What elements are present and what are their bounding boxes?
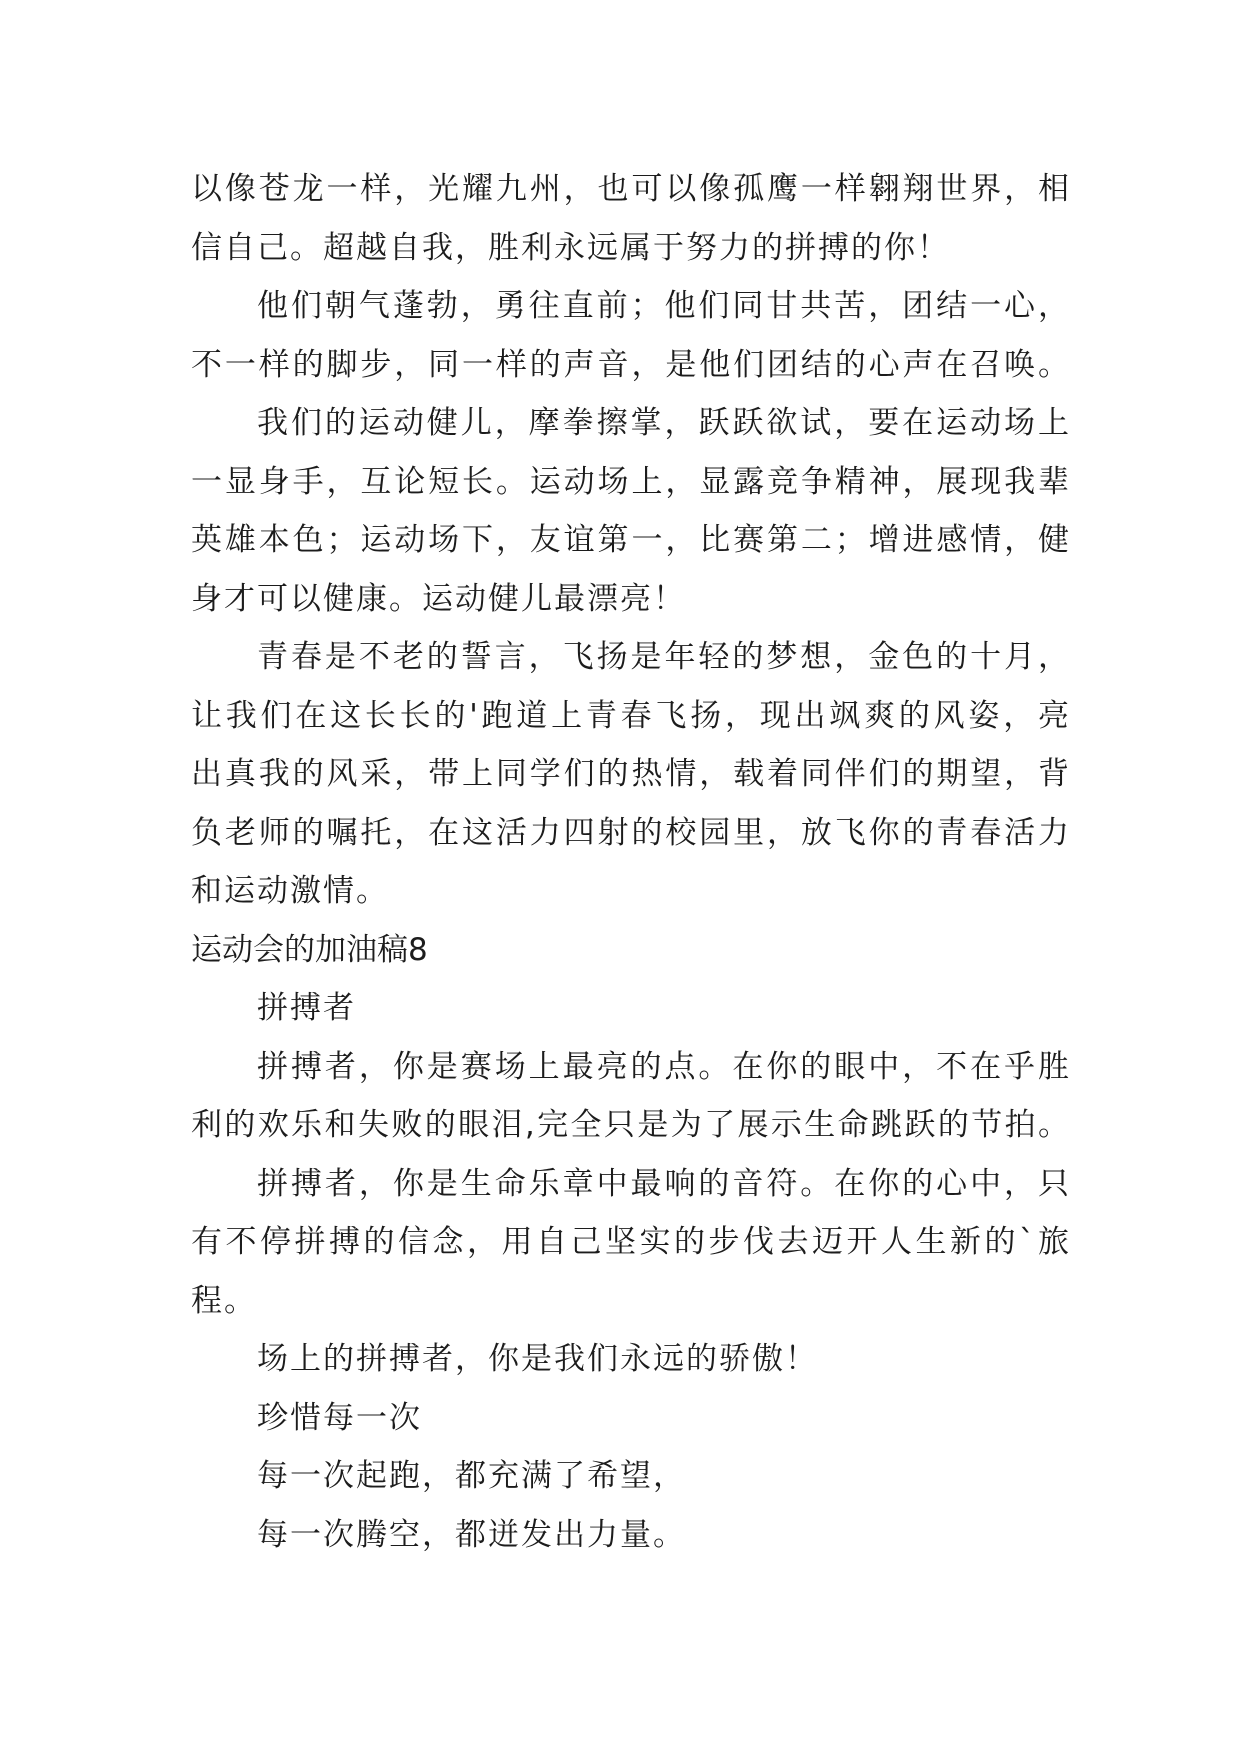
- text-line: 场上的拼搏者，你是我们永远的骄傲！: [257, 1341, 818, 1377]
- text-line: 有不停拼搏的信念，用自己坚实的步伐去迈开人生新的`旅: [191, 1224, 1071, 1260]
- text-line: 英雄本色；运动场下，友谊第一，比赛第二；增进感情，健: [191, 522, 1071, 558]
- text-line: 不一样的脚步，同一样的声音，是他们团结的心声在召唤。: [191, 346, 1071, 383]
- text-line: 以像苍龙一样，光耀九州，也可以像孤鹰一样翱翔世界，相: [191, 171, 1071, 207]
- text-line: 珍惜每一次: [257, 1399, 422, 1436]
- text-line: 让我们在这长长的'跑道上青春飞扬，现出飒爽的风姿，亮: [191, 697, 1071, 734]
- text-line: 他们朝气蓬勃，勇往直前；他们同甘共苦，团结一心，: [257, 288, 1071, 324]
- text-line: 每一次起跑，都充满了希望，: [257, 1458, 686, 1494]
- text-line: 拼搏者，你是赛场上最亮的点。在你的眼中，不在乎胜: [257, 1048, 1071, 1085]
- section-heading: 运动会的加油稿8: [191, 931, 428, 968]
- text-line: 拼搏者: [257, 990, 356, 1026]
- text-line: 身才可以健康。运动健儿最漂亮！: [191, 580, 686, 617]
- text-line: 每一次腾空，都迸发出力量。: [257, 1516, 686, 1553]
- text-line: 出真我的风采，带上同学们的热情，载着同伴们的期望，背: [191, 756, 1071, 792]
- text-line: 程。: [191, 1282, 257, 1319]
- text-line: 青春是不老的誓言，飞扬是年轻的梦想，金色的十月，: [257, 639, 1071, 675]
- text-line: 拼搏者，你是生命乐章中最响的音符。在你的心中，只: [257, 1165, 1071, 1202]
- text-line: 负老师的嘱托，在这活力四射的校园里，放飞你的青春活力: [191, 814, 1071, 851]
- text-line: 我们的运动健儿，摩拳擦掌，跃跃欲试，要在运动场上: [257, 405, 1071, 441]
- text-line: 信自己。超越自我，胜利永远属于努力的拼搏的你！: [191, 229, 950, 266]
- text-line: 和运动激情。: [191, 873, 389, 909]
- document-body: [191, 160, 1071, 1564]
- text-line: 一显身手，互论短长。运动场上，显露竞争精神，展现我辈: [191, 463, 1071, 500]
- text-line: 利的欢乐和失败的眼泪,完全只是为了展示生命跳跃的节拍。: [191, 1107, 1071, 1143]
